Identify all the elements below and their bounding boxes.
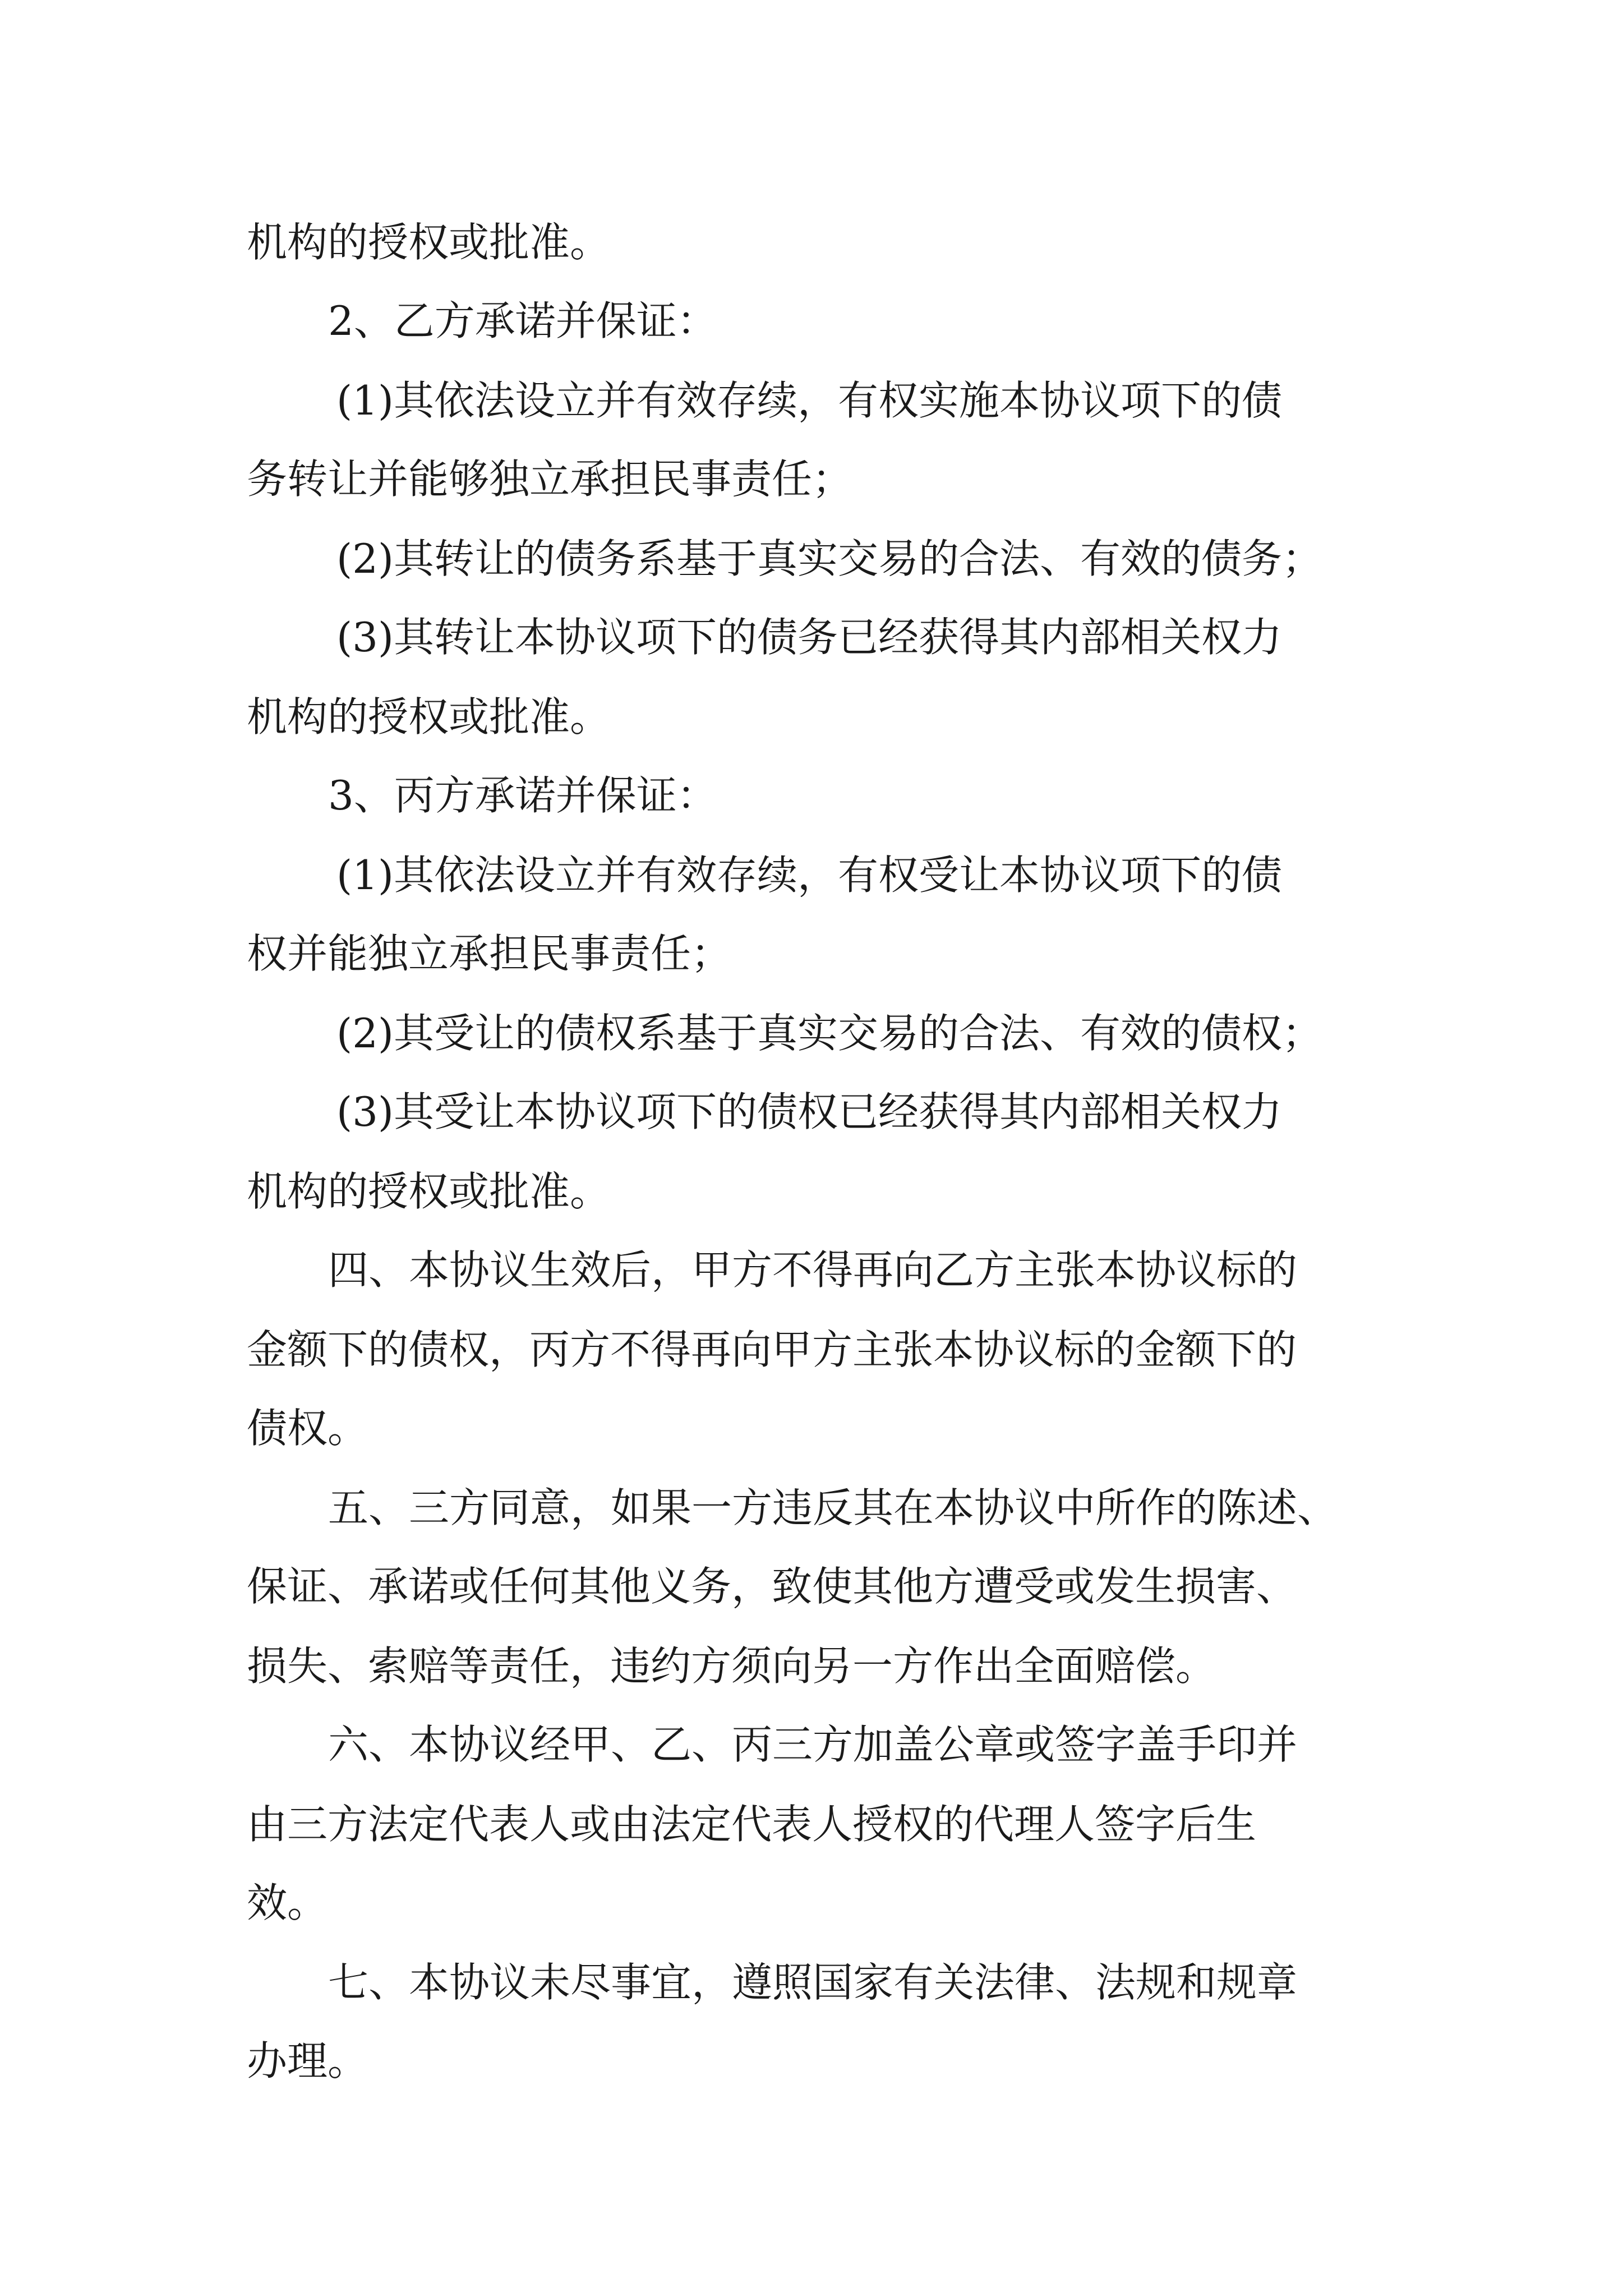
text-line-18: 保证、承诺或任何其他义务，致使其他方遭受或发生损害、 [247, 1563, 1297, 1610]
text-line-17: 五、三方同意，如果一方违反其在本协议中所作的陈述、 [328, 1484, 1338, 1531]
text-line-24: 办理。 [247, 2037, 368, 2085]
text-line-19: 损失、索赔等责任，违约方须向另一方作出全面赔偿。 [247, 1642, 1216, 1690]
text-line-5: (2)其转让的债务系基于真实交易的合法、有效的债务； [336, 535, 1322, 582]
text-line-14: 四、本协议生效后，甲方不得再向乙方主张本协议标的 [328, 1246, 1298, 1294]
text-line-1: 机构的授权或批准。 [247, 219, 611, 266]
text-line-2: 2、乙方承诺并保证： [328, 297, 717, 344]
text-line-21: 由三方法定代表人或由法定代表人授权的代理人签字后生 [247, 1801, 1257, 1848]
text-line-16: 债权。 [247, 1405, 368, 1452]
text-line-6: (3)其转让本协议项下的债务已经获得其内部相关权力 [336, 614, 1282, 661]
text-line-9: (1)其依法设立并有效存续，有权受让本协议项下的债 [336, 852, 1282, 899]
text-line-20: 六、本协议经甲、乙、丙三方加盖公章或签字盖手印并 [328, 1721, 1298, 1768]
text-line-22: 效。 [247, 1879, 328, 1926]
text-line-4: 务转让并能够独立承担民事责任； [247, 455, 853, 503]
text-line-3: (1)其依法设立并有效存续，有权实施本协议项下的债 [336, 377, 1282, 424]
text-line-10: 权并能独立承担民事责任； [247, 930, 732, 977]
text-line-23: 七、本协议未尽事宜，遵照国家有关法律、法规和规章 [328, 1959, 1298, 2006]
text-line-7: 机构的授权或批准。 [247, 693, 611, 740]
text-line-15: 金额下的债权，丙方不得再向甲方主张本协议标的金额下的 [247, 1326, 1297, 1373]
text-line-8: 3、丙方承诺并保证： [328, 772, 717, 819]
text-line-11: (2)其受让的债权系基于真实交易的合法、有效的债权； [336, 1010, 1322, 1057]
text-line-12: (3)其受让本协议项下的债权已经获得其内部相关权力 [336, 1088, 1282, 1135]
text-line-13: 机构的授权或批准。 [247, 1168, 611, 1215]
